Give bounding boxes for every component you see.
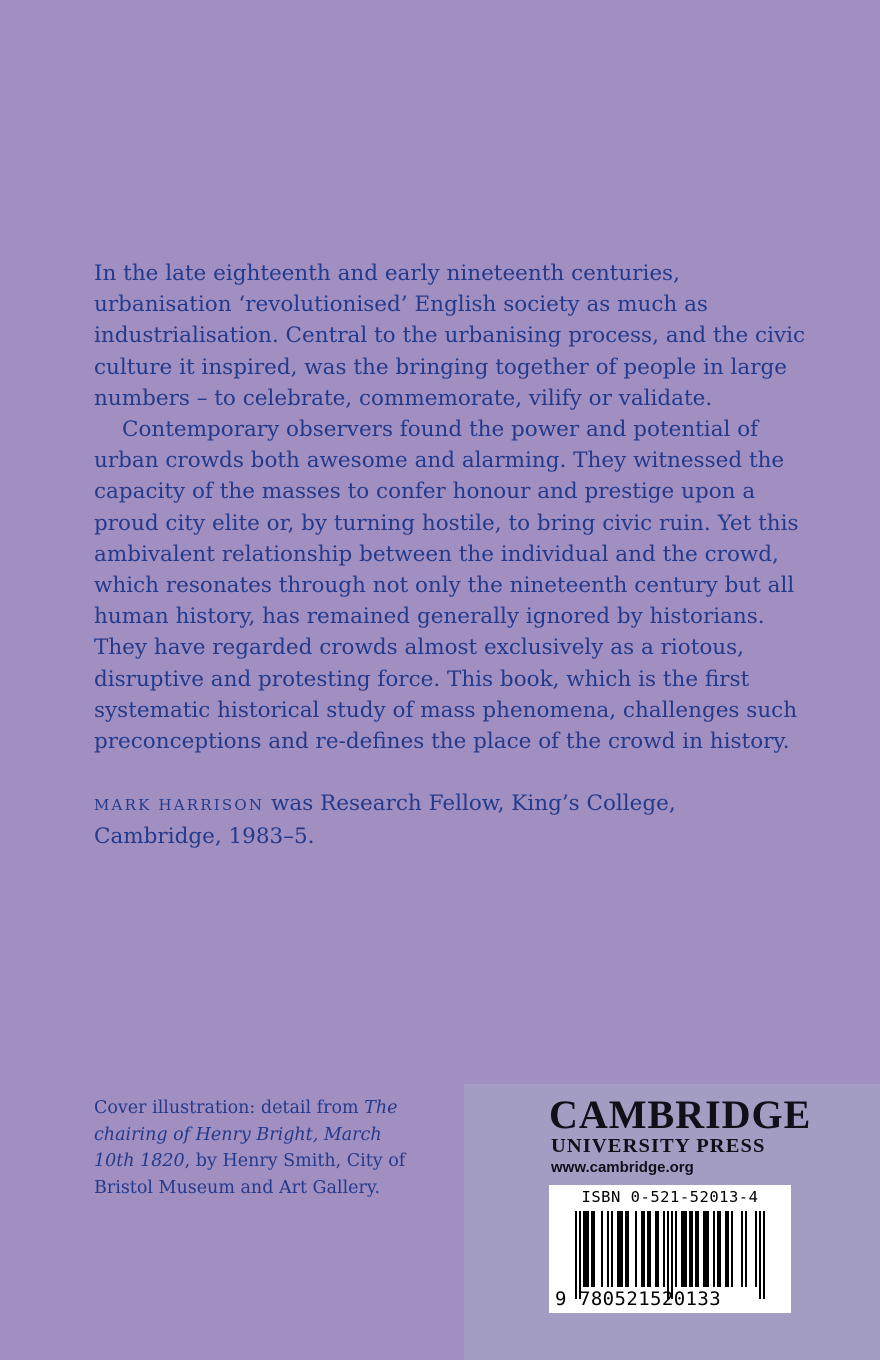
barcode-bar bbox=[683, 1211, 685, 1287]
barcode-bar bbox=[719, 1211, 721, 1287]
barcode-bar bbox=[755, 1211, 757, 1287]
barcode-bar bbox=[643, 1211, 645, 1287]
barcode-bar bbox=[647, 1211, 649, 1287]
credit-suffix: , by Henry Smith, City of Bristol Museum and Art Gallery. bbox=[94, 1151, 406, 1198]
barcode-bar bbox=[601, 1211, 603, 1287]
description-paragraph-2: Contemporary observers found the power and potential of urban crowds both awesome and alarming. They witnessed the capacity of the masses to confer honour and prestige upon a proud city elite or, by turning hostile, to bring civic ruin. Yet this ambivalent relationship between the individual and the crowd, which resonates through not only the nineteenth century but all human history, has remained generally ignored by historians. They have regarded crowds almost exclusively as a riotous, disruptive and protesting force. This book, which is the first systematic historical study of mass phenomena, challenges such preconceptions and re-defines the place of the crowd in history. bbox=[94, 417, 799, 755]
artwork-title: The chairing of Henry Bright, March 10th 1820 bbox=[94, 1098, 398, 1171]
barcode-guard-bar bbox=[579, 1211, 581, 1299]
barcode-bar bbox=[727, 1211, 729, 1287]
description-paragraph-1: In the late eighteenth and early nineteenth centuries, urbanisation ‘revolutionised’ English society as much as industrialisation. Central to the urbanising process, and the civic culture it inspired, was the bringing together of people in large numbers – to celebrate, commemorate, vilify or validate. bbox=[94, 261, 806, 411]
barcode-bar bbox=[685, 1211, 687, 1287]
isbn-label: ISBN 0-521-52013-4 bbox=[581, 1188, 759, 1206]
barcode-bar bbox=[745, 1211, 747, 1287]
barcode-bar bbox=[691, 1211, 693, 1287]
barcode-bar bbox=[731, 1211, 733, 1287]
publisher-logo-university-press: UNIVERSITY PRESS bbox=[551, 1135, 766, 1157]
publisher-url: www.cambridge.org bbox=[551, 1159, 694, 1176]
barcode-guard-bar bbox=[667, 1211, 669, 1299]
publisher-logo-cambridge: CAMBRIDGE bbox=[549, 1092, 812, 1137]
barcode-bar bbox=[619, 1211, 621, 1287]
barcode-bar bbox=[649, 1211, 651, 1287]
barcode-number: 780521520133 bbox=[579, 1288, 722, 1310]
barcode-bar bbox=[585, 1211, 587, 1287]
credit-prefix: Cover illustration: detail from bbox=[94, 1098, 365, 1118]
barcode-bar bbox=[695, 1211, 697, 1287]
barcode-bar bbox=[741, 1211, 743, 1287]
barcode-bar bbox=[703, 1211, 705, 1287]
barcode-bar bbox=[663, 1211, 665, 1287]
barcode-bar bbox=[591, 1211, 593, 1287]
barcode-bar bbox=[593, 1211, 595, 1287]
barcode-bar bbox=[617, 1211, 619, 1287]
barcode-bar bbox=[657, 1211, 659, 1287]
barcode-bar bbox=[681, 1211, 683, 1287]
barcode-guard-bar bbox=[575, 1211, 577, 1299]
barcode-bar bbox=[587, 1211, 589, 1287]
barcode-bar bbox=[725, 1211, 727, 1287]
barcode-guard-bar bbox=[759, 1211, 761, 1299]
barcode-bar bbox=[707, 1211, 709, 1287]
barcode-bar bbox=[641, 1211, 643, 1287]
barcode-bar bbox=[705, 1211, 707, 1287]
barcode-bar bbox=[635, 1211, 637, 1287]
cover-illustration-credit bbox=[94, 1095, 424, 1201]
barcode-bar bbox=[675, 1211, 677, 1287]
author-name: MARK HARRISON bbox=[94, 796, 265, 814]
barcode-bar bbox=[627, 1211, 629, 1287]
barcode-bar bbox=[625, 1211, 627, 1287]
barcode-bar bbox=[717, 1211, 719, 1287]
barcode-bar bbox=[697, 1211, 699, 1287]
barcode-bar bbox=[655, 1211, 657, 1287]
barcode-bar bbox=[689, 1211, 691, 1287]
barcode-bar bbox=[713, 1211, 715, 1287]
book-description bbox=[94, 258, 806, 757]
barcode-bar bbox=[607, 1211, 609, 1287]
author-bio bbox=[94, 788, 806, 852]
barcode-bar bbox=[583, 1211, 585, 1287]
barcode-digits bbox=[549, 1287, 791, 1311]
isbn-barcode-block bbox=[549, 1185, 791, 1313]
barcode-bar bbox=[611, 1211, 613, 1287]
barcode-guard-bar bbox=[671, 1211, 673, 1299]
barcode-bar bbox=[621, 1211, 623, 1287]
barcode-lead-digit: 9 bbox=[555, 1288, 567, 1310]
barcode-guard-bar bbox=[763, 1211, 765, 1299]
author-bio-text: was Research Fellow, King’s College, Cambridge, 1983–5. bbox=[94, 791, 676, 850]
publisher-panel bbox=[464, 1084, 880, 1360]
